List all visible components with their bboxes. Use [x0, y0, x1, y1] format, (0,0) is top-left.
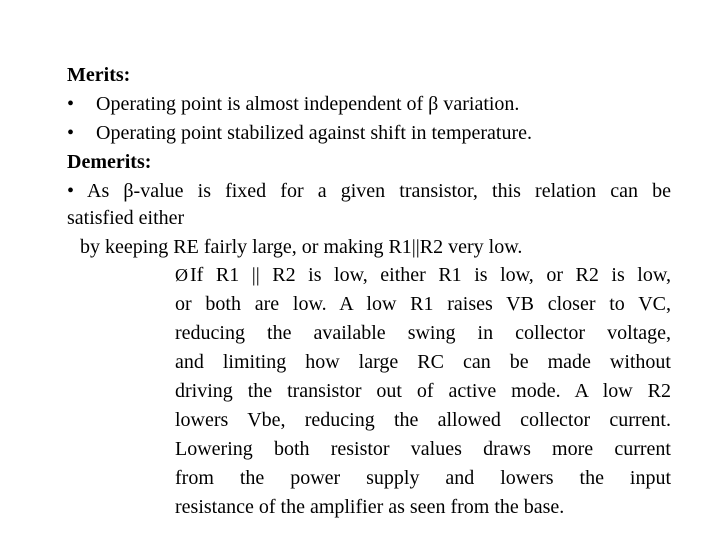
sub-bullet-line-4: and limiting how large RC can be made without [175, 351, 671, 373]
bullet-icon: • [67, 93, 75, 115]
merit-item-2 [67, 119, 532, 148]
sub-bullet-line-3: reducing the available swing in collector voltage, [175, 322, 671, 344]
merit-item-2-text: Operating point stabilized against shift in temperature. [96, 122, 533, 144]
sub-bullet-line-1 [175, 261, 671, 290]
arrow-bullet-icon: Ø [175, 265, 188, 285]
demerit-sub-bullet [175, 261, 671, 522]
bullet-icon: • [67, 122, 75, 144]
merit-item-1-text: Operating point is almost independent of β variation. [96, 93, 520, 115]
demerit-item-line-1 [67, 177, 671, 206]
demerit-item-line-2: satisfied either [67, 207, 185, 229]
sub-bullet-line-8: from the power supply and lowers the input [175, 467, 671, 489]
demerits-heading: Demerits: [67, 151, 152, 173]
sub-bullet-line-5: driving the transistor out of active mode. A low R2 [175, 380, 671, 402]
bullet-icon: • [67, 180, 75, 202]
demerit-item-line-3: by keeping RE fairly large, or making R1||R2 very low. [80, 236, 523, 258]
sub-bullet-line-7: Lowering both resistor values draws more current [175, 438, 671, 460]
sub-bullet-line-1-text: If R1 || R2 is low, either R1 is low, or R2 is low, [190, 264, 671, 286]
sub-bullet-line-9: resistance of the amplifier as seen from the base. [175, 496, 565, 518]
merits-heading: Merits: [67, 64, 131, 86]
merit-item-1 [67, 90, 519, 119]
demerit-item-line-1-text: As β-value is fixed for a given transistor, this relation can be [87, 180, 671, 202]
sub-bullet-line-2: or both are low. A low R1 raises VB closer to VC, [175, 293, 671, 315]
sub-bullet-line-6: lowers Vbe, reducing the allowed collector current. [175, 409, 671, 431]
